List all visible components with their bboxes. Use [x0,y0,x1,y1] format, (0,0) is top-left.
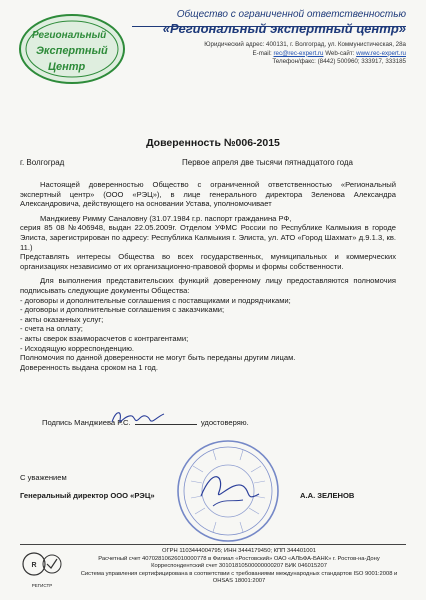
certification-mark [20,548,64,586]
logo-word-1: Региональный [32,30,107,41]
footer-correspondent-account: Корреспондентский счет 30101810500000000207 БИК 046015207 [151,563,327,570]
list-item: - счета на оплату; [20,324,83,334]
company-phone: Телефон/факс: (8442) 500960; 333917, 333185 [272,58,406,66]
company-contacts [126,41,406,67]
list-item: - акты оказанных услуг; [20,314,104,324]
company-header [126,8,406,67]
footer-divider [20,544,406,545]
company-stamp [173,436,283,546]
document-date: Первое апреля две тысячи пятнадцатого года [182,158,353,167]
company-name: «Региональный экспертный центр» [162,21,406,36]
company-web-line: E-mail: rec@rec-expert.ru Web-сайт: www.rec-expert.ru [252,49,406,57]
representative-signature [108,406,168,428]
signature-certification: Подпись Манджиева Р.С. удостоверяю. [42,418,249,427]
document-body [20,180,396,372]
certification-label: РЕГИСТР [31,583,53,588]
logo-word-2: Экспертный [36,45,108,57]
document-title: Доверенность №006-2015 [146,137,280,149]
company-address: Юридический адрес: 400131, г. Волгоград, ул. Коммунистическая, 28а [204,41,406,48]
certification-icon [20,548,64,578]
list-item: - договоры и дополнительные соглашения с поставщиками и подрядчиками; [20,295,291,305]
svg-text:R: R [31,562,37,569]
website-link[interactable]: www.rec-expert.ru [356,49,406,57]
list-item: - Исходящую корреспонденцию. [20,343,135,353]
footer-requisites [70,548,408,586]
director-name: А.А. ЗЕЛЕНОВ [300,491,355,500]
paragraph-scope: Представлять интересы Общества во всех государственных, муниципальных и коммерческих организациях независимо от их организационно-правовой формы и формы собственности. [20,252,396,271]
document-city: г. Волгоград [20,158,65,167]
paragraph-representative-details: серия 85 08 №406948, выдан 22.05.2009г. Отделом УФМС России по Республике Калмыкия в городе Элиста, зарегистрирован по адресу: Республика Калмыкия г. Элиста, ул. АТО «Город Шахмат» д.9.1.3, кв. 11.) [20,223,396,252]
company-type: Общество с ограниченной ответственностью [176,9,406,20]
header-divider [132,26,406,27]
paragraph-representative-name: Манджиеву Римму Саналовну (31.07.1984 г.р. паспорт гражданина РФ, [40,213,292,223]
logo-word-3: Центр [48,61,86,73]
footer-bank-account: Расчетный счет 40702810626010000778 в Филиал «Ростовский» ОАО «АЛЬФА-БАНК» г. Ростов-на-Дону [98,555,380,562]
regards-text: С уважением [20,473,67,482]
list-item: - договоры и дополнительные соглашения с заказчиками; [20,305,225,315]
paragraph-no-transfer: Полномочия по данной доверенности не могут быть переданы другим лицам. [20,353,296,363]
company-logo [18,12,126,86]
paragraph-grant: Настоящей доверенностью Общество с ограниченной ответственностью «Региональный экспертный центр» (ООО «РЭЦ»), в лице генерального директора Зеленова Александра Александровича, действующего на основании Устава, уполномочивает [20,180,396,209]
footer-certification: Система управления сертифицирована в соответствии с требованиями международных стандартов ISO 9001:2008 и OHSAS 18001:2007 [80,570,398,585]
footer-registration: ОГРН 1103444004795; ИНН 3444179450; КПП 344401001 [162,548,316,554]
paragraph-powers: Для выполнения представительских функций доверенному лицу предоставляются полномочия подписывать следующие документы Общества: [20,276,396,295]
paragraph-validity: Доверенность выдана сроком на 1 год. [20,362,158,372]
list-item: - акты сверок взаиморасчетов с контрагентами; [20,333,189,343]
director-title: Генеральный директор ООО «РЭЦ» [20,491,155,500]
email-link[interactable]: rec@rec-expert.ru [273,49,324,57]
